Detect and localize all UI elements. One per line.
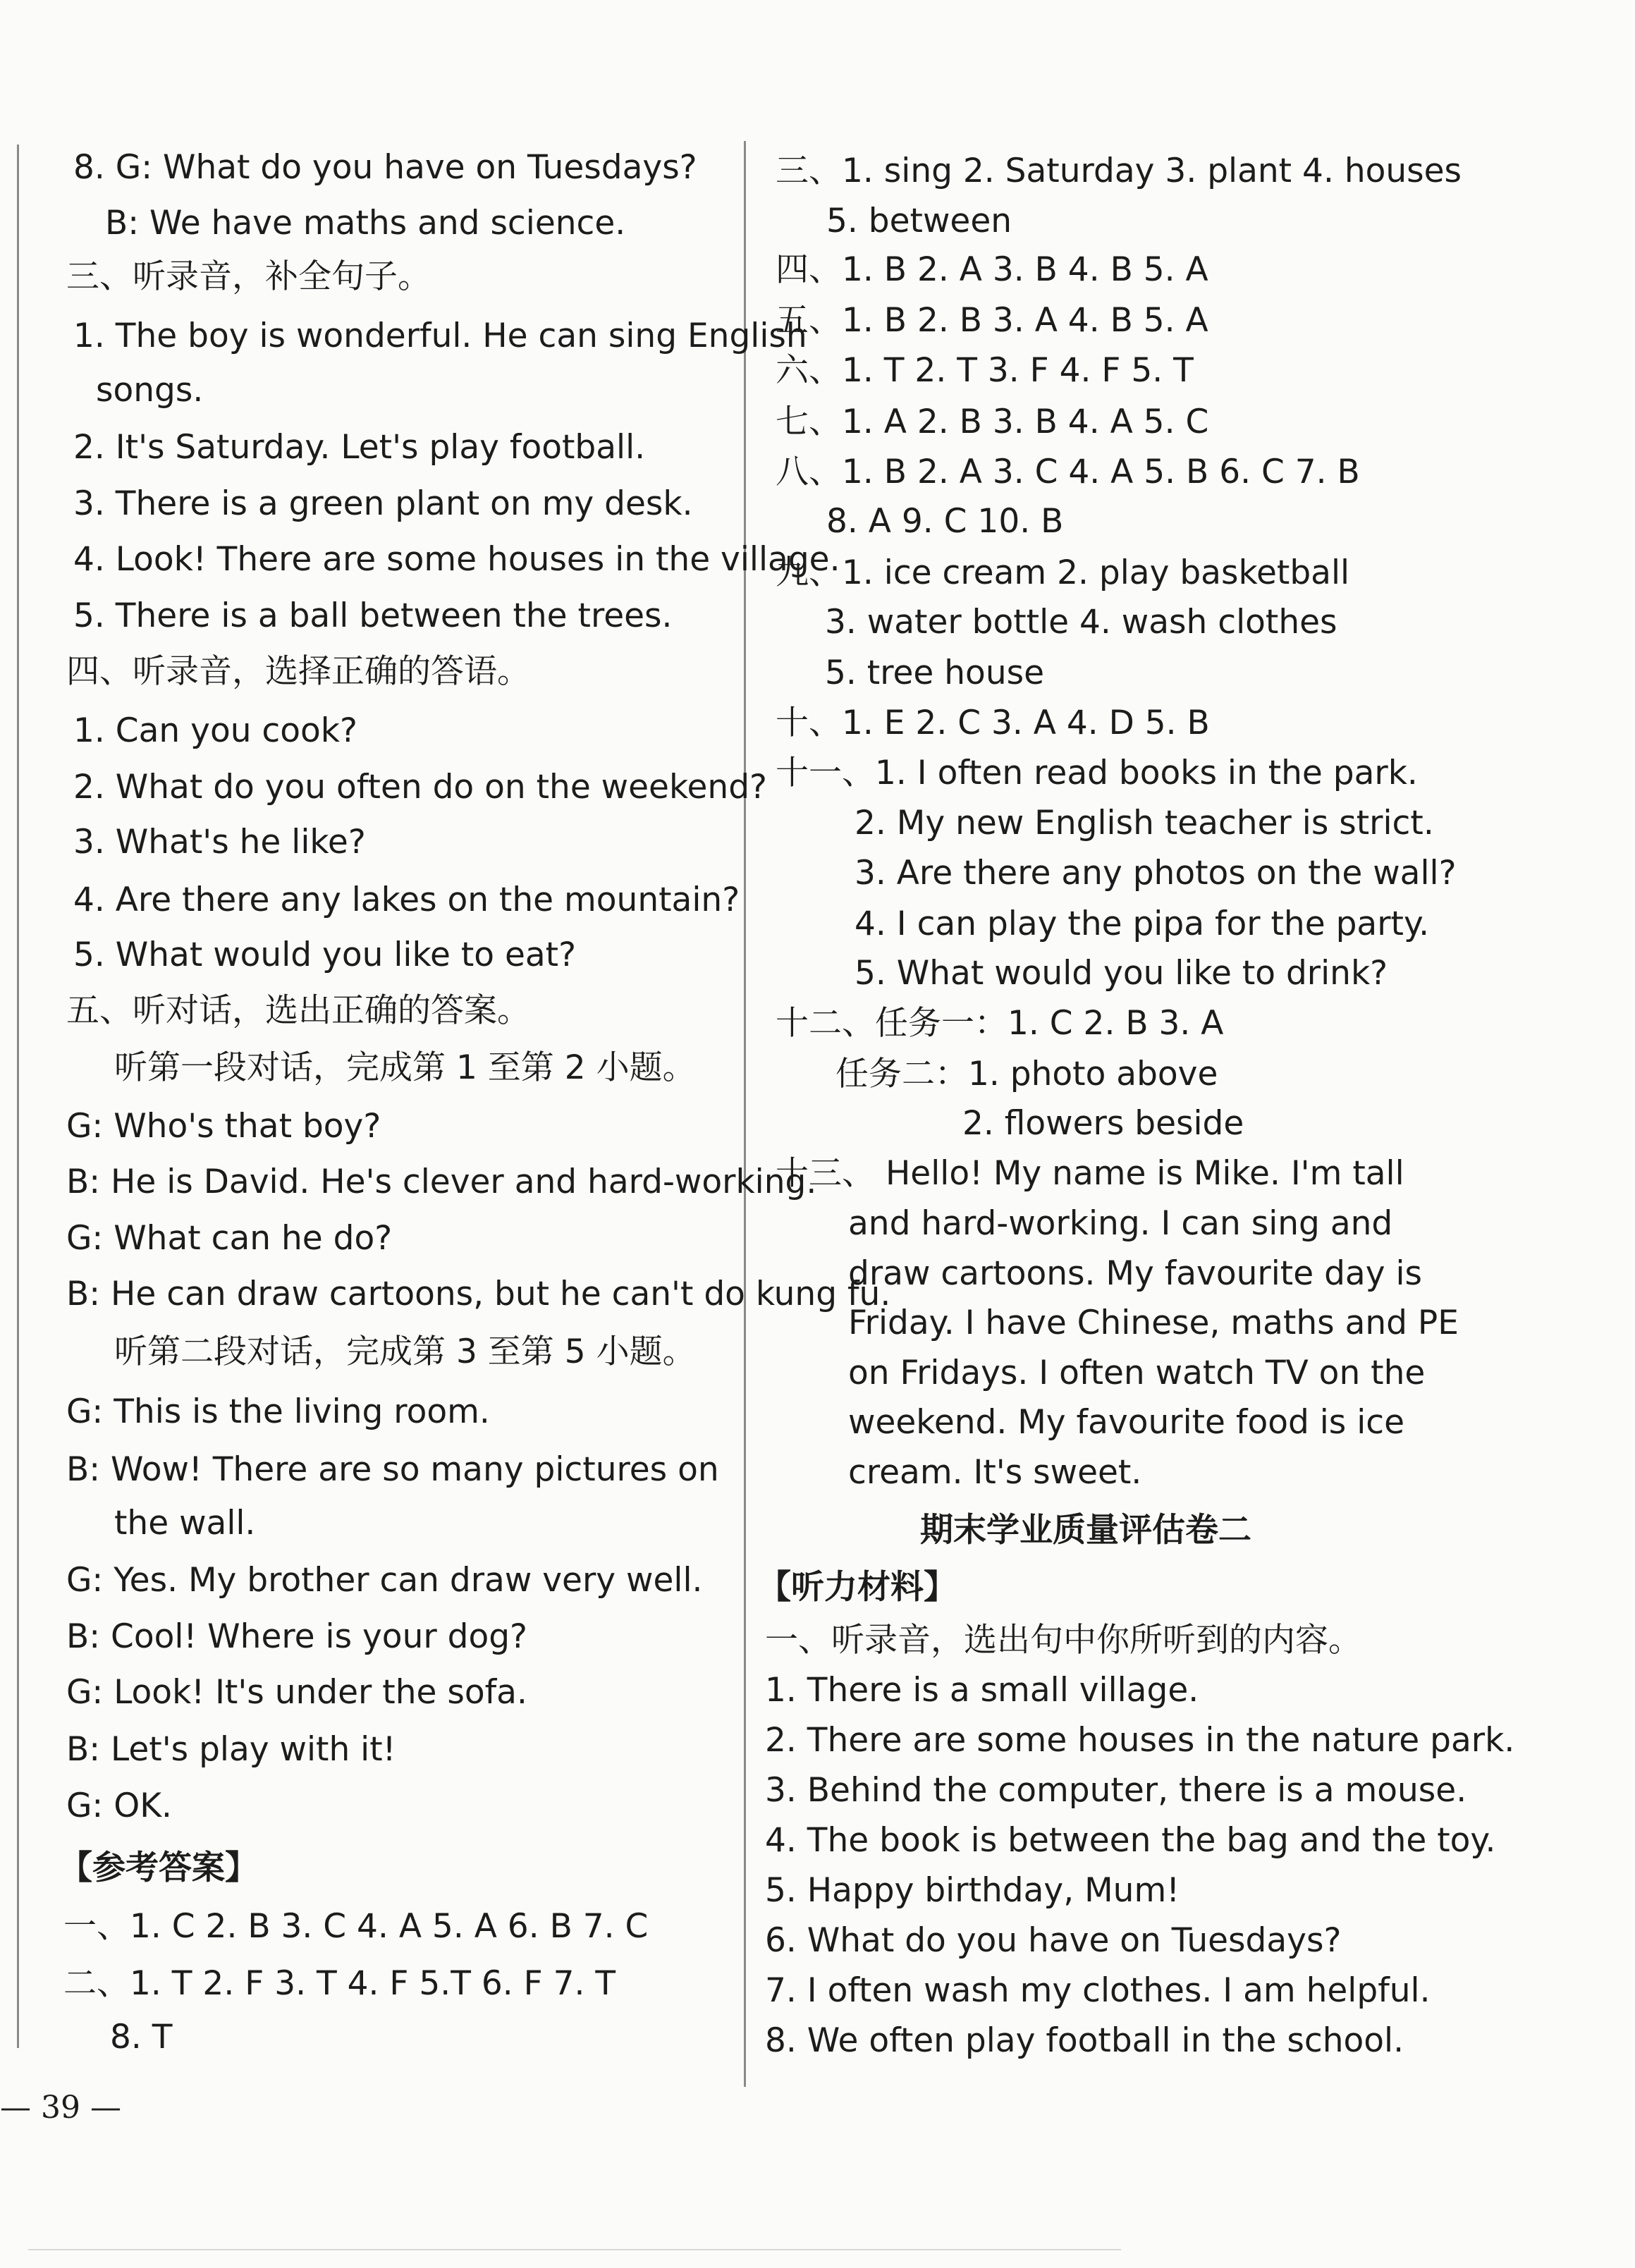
essay-line: on Fridays. I often watch TV on the: [848, 1354, 1426, 1392]
text-line: 3. There is a green plant on my desk.: [73, 484, 693, 523]
answer-line: 5. between: [826, 202, 1012, 240]
answer-line: 十一、1. I often read books in the park.: [776, 754, 1418, 792]
text-line: 4. Are there any lakes on the mountain?: [73, 881, 740, 919]
essay-line: 十三、 Hello! My name is Mike. I'm tall: [776, 1154, 1404, 1193]
text-line: G: Who's that boy?: [66, 1107, 381, 1146]
answer-line: 四、1. B 2. A 3. B 4. B 5. A: [776, 250, 1208, 289]
essay-line: weekend. My favourite food is ice: [848, 1403, 1405, 1442]
listening-material-heading: 【听力材料】: [758, 1568, 957, 1607]
section-heading: 三、听录音，补全句子。: [66, 257, 431, 296]
answer-line: 五、1. B 2. B 3. A 4. B 5. A: [776, 301, 1208, 340]
essay-line: draw cartoons. My favourite day is: [848, 1254, 1423, 1293]
text-line: 7. I often wash my clothes. I am helpful.: [765, 1971, 1431, 2010]
text-line: 1. There is a small village.: [765, 1671, 1199, 1710]
text-line: songs.: [96, 371, 204, 410]
text-line: 4. Look! There are some houses in the village.: [73, 540, 840, 579]
text-line: B: He can draw cartoons, but he can't do kung fu.: [66, 1275, 891, 1313]
section-heading: 四、听录音，选择正确的答语。: [66, 652, 530, 691]
answer-line: 8. A 9. C 10. B: [826, 502, 1064, 541]
exam-title: 期末学业质量评估卷二: [920, 1511, 1251, 1550]
text-line: G: This is the living room.: [66, 1392, 490, 1431]
page-number: — 39 —: [0, 2090, 121, 2126]
text-line: G: OK.: [66, 1786, 172, 1825]
answer-line: 3. Are there any photos on the wall?: [855, 854, 1457, 893]
text-line: 1. The boy is wonderful. He can sing English: [73, 317, 807, 355]
column-divider: [744, 141, 746, 2087]
answer-line: 八、1. B 2. A 3. C 4. A 5. B 6. C 7. B: [776, 453, 1360, 491]
text-line: 4. The book is between the bag and the toy.: [765, 1821, 1496, 1860]
answer-line: 2. flowers beside: [962, 1104, 1244, 1143]
left-margin-rule: [17, 145, 19, 2048]
text-line: 5. There is a ball between the trees.: [73, 596, 673, 635]
text-line: B: We have maths and science.: [105, 204, 626, 243]
answer-line: 4. I can play the pipa for the party.: [855, 905, 1430, 943]
answer-line: 5. What would you like to drink?: [855, 954, 1388, 993]
text-line: 3. Behind the computer, there is a mouse.: [765, 1771, 1467, 1810]
text-line: 1. Can you cook?: [73, 711, 357, 750]
section-heading: 一、听录音，选出句中你所听到的内容。: [765, 1621, 1361, 1660]
answer-line: 十、1. E 2. C 3. A 4. D 5. B: [776, 704, 1210, 742]
text-line: 2. It's Saturday. Let's play football.: [73, 428, 646, 467]
answer-line: 六、1. T 2. T 3. F 4. F 5. T: [776, 351, 1194, 390]
answer-line: 5. tree house: [825, 654, 1045, 692]
section-heading: 五、听对话，选出正确的答案。: [66, 991, 530, 1030]
answer-line: 九、1. ice cream 2. play basketball: [776, 553, 1350, 592]
answer-line: 8. T: [110, 2018, 173, 2056]
text-line: 5. Happy birthday, Mum!: [765, 1871, 1180, 1910]
text-line: B: Cool! Where is your dog?: [66, 1617, 527, 1656]
answer-line: 七、1. A 2. B 3. B 4. A 5. C: [776, 403, 1209, 441]
text-line: 8. G: What do you have on Tuesdays?: [73, 148, 697, 187]
answer-line: 二、1. T 2. F 3. T 4. F 5.T 6. F 7. T: [63, 1964, 616, 2003]
bottom-rule: [28, 2249, 1121, 2250]
text-line: B: Wow! There are so many pictures on: [66, 1450, 719, 1489]
text-line: the wall.: [114, 1504, 256, 1543]
answer-key-heading: 【参考答案】: [59, 1849, 258, 1887]
answer-line: 一、1. C 2. B 3. C 4. A 5. A 6. B 7. C: [63, 1907, 649, 1946]
essay-line: Friday. I have Chinese, maths and PE: [848, 1304, 1459, 1342]
text-line: B: Let's play with it!: [66, 1730, 396, 1769]
text-line: 6. What do you have on Tuesdays?: [765, 1921, 1342, 1960]
text-line: 8. We often play football in the school.: [765, 2021, 1404, 2060]
text-line: 2. There are some houses in the nature park.: [765, 1721, 1515, 1760]
text-line: 3. What's he like?: [73, 823, 366, 862]
answer-line: 任务二：1. photo above: [835, 1055, 1218, 1093]
text-line: B: He is David. He's clever and hard-working.: [66, 1163, 817, 1201]
essay-line: cream. It's sweet.: [848, 1453, 1142, 1492]
text-line: 2. What do you often do on the weekend?: [73, 768, 767, 807]
essay-line: and hard-working. I can sing and: [848, 1204, 1393, 1243]
text-line: G: Look! It's under the sofa.: [66, 1673, 527, 1712]
text-line: 听第一段对话，完成第 1 至第 2 小题。: [114, 1048, 696, 1087]
answer-line: 三、1. sing 2. Saturday 3. plant 4. houses: [776, 152, 1462, 190]
answer-line: 十二、任务一：1. C 2. B 3. A: [776, 1004, 1224, 1043]
text-line: 听第二段对话，完成第 3 至第 5 小题。: [114, 1332, 696, 1371]
text-line: G: Yes. My brother can draw very well.: [66, 1561, 703, 1600]
text-line: G: What can he do?: [66, 1219, 393, 1258]
answer-line: 2. My new English teacher is strict.: [855, 804, 1434, 842]
answer-line: 3. water bottle 4. wash clothes: [825, 603, 1337, 642]
text-line: 5. What would you like to eat?: [73, 936, 577, 974]
